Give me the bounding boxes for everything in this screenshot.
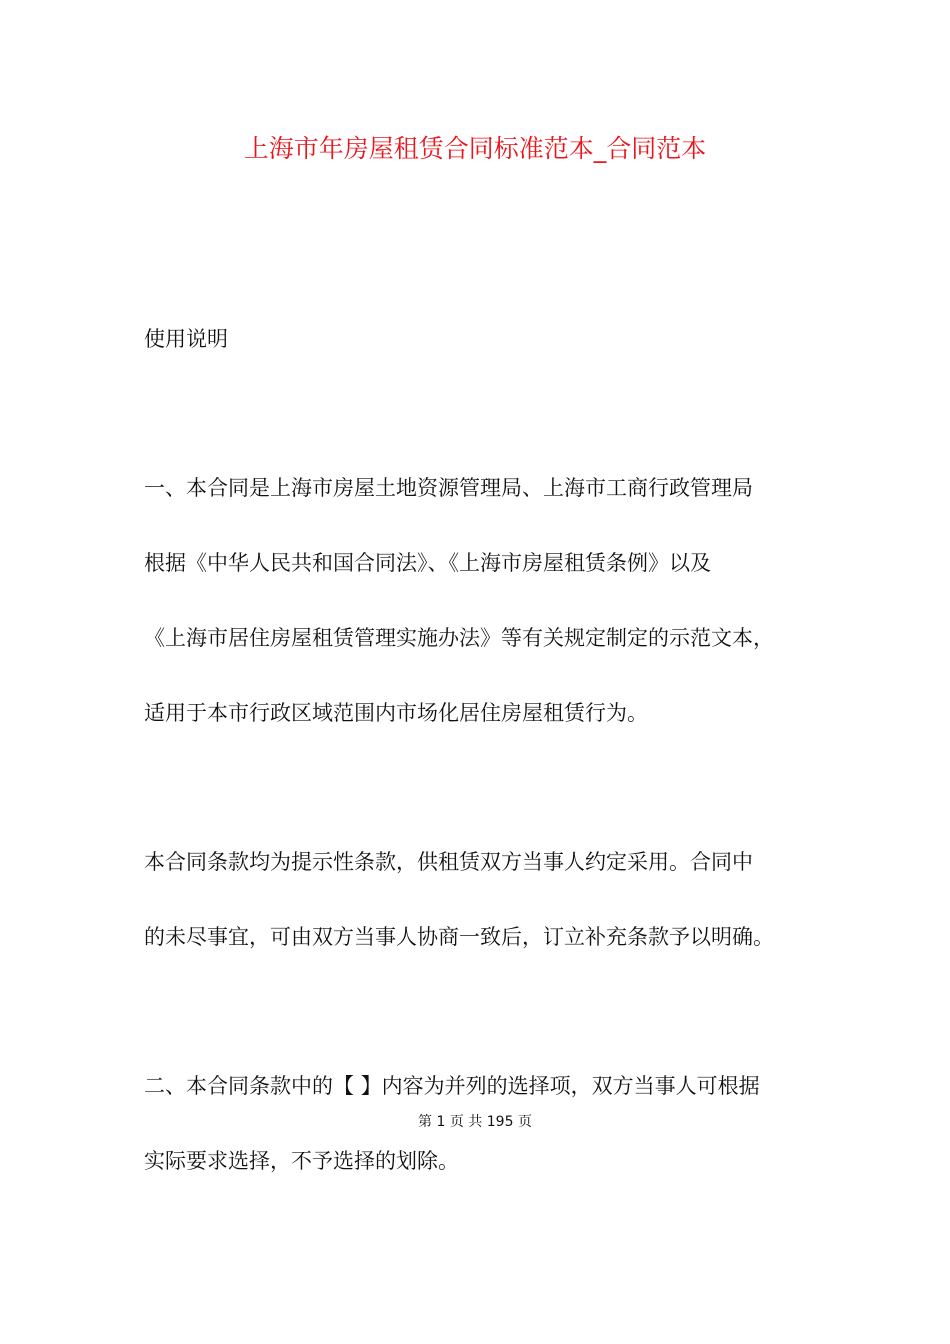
paragraph-line: 适用于本市行政区域范围内市场化居住房屋租赁行为。 xyxy=(144,701,648,725)
footer-middle: 页 共 xyxy=(449,1114,483,1130)
footer-suffix: 页 xyxy=(517,1114,532,1130)
paragraph-line: 《上海市居住房屋租赁管理实施办法》等有关规定制定的示范文本， xyxy=(144,626,774,650)
page-number-footer xyxy=(0,1112,950,1132)
document-title: 上海市年房屋租赁合同标准范本_合同范本 xyxy=(243,134,707,163)
paragraph-line: 二、本合同条款中的【 】内容为并列的选择项，双方当事人可根据 xyxy=(144,1074,760,1098)
paragraph-line: 的未尽事宜，可由双方当事人协商一致后，订立补充条款予以明确。 xyxy=(144,925,774,949)
total-pages-number: 195 xyxy=(486,1114,514,1130)
section-heading: 使用说明 xyxy=(144,327,228,351)
paragraph-line: 实际要求选择，不予选择的划除。 xyxy=(144,1149,459,1173)
paragraph-line: 根据《中华人民共和国合同法》、《上海市房屋租赁条例》以及 xyxy=(144,551,711,575)
current-page-number: 1 xyxy=(436,1114,446,1130)
paragraph-line: 一、本合同是上海市房屋土地资源管理局、上海市工商行政管理局 xyxy=(144,476,753,500)
paragraph-line: 本合同条款均为提示性条款，供租赁双方当事人约定采用。合同中 xyxy=(144,850,753,874)
footer-prefix: 第 xyxy=(418,1114,433,1130)
